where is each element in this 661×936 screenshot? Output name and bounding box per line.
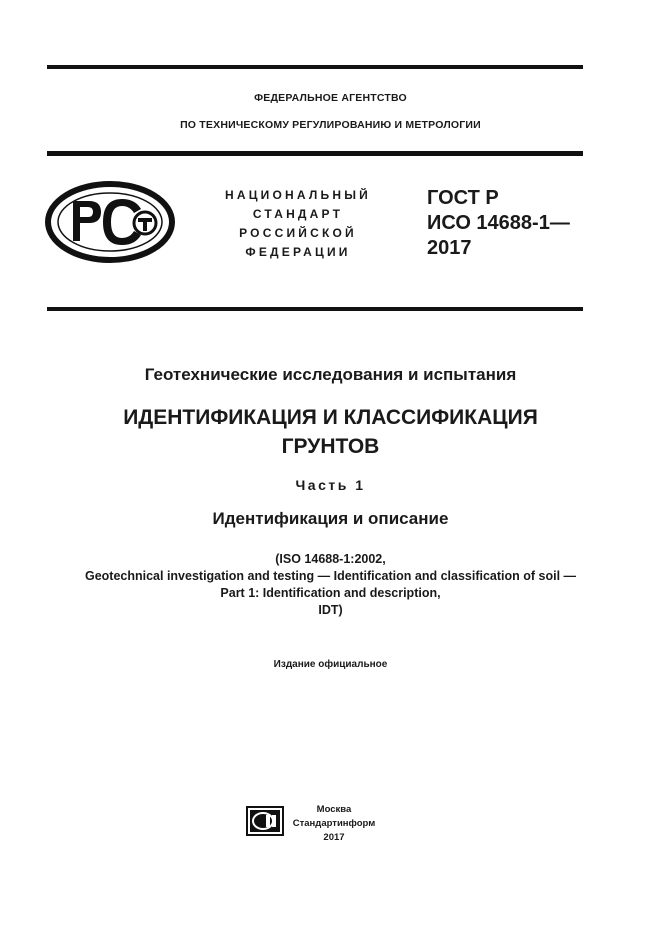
iso-reference bbox=[0, 551, 661, 619]
designation-line: 2017 bbox=[427, 237, 472, 259]
publisher-line: Москва bbox=[316, 804, 352, 815]
national-line: РОССИЙСКОЙ bbox=[239, 226, 357, 240]
edition-label: Издание официальное bbox=[273, 659, 388, 670]
national-line: ФЕДЕРАЦИИ bbox=[245, 245, 351, 259]
national-line: НАЦИОНАЛЬНЫЙ bbox=[224, 188, 372, 202]
subtitle: Идентификация и описание bbox=[212, 509, 449, 528]
main-title-line: ИДЕНТИФИКАЦИЯ И КЛАССИФИКАЦИЯ bbox=[123, 406, 538, 429]
iso-reference-line: Geotechnical investigation and testing — Identification and classification of soil — bbox=[84, 569, 577, 583]
top-rule bbox=[47, 65, 583, 69]
standard-designation bbox=[427, 186, 570, 261]
publisher-line: 2017 bbox=[323, 832, 345, 843]
agency-rule bbox=[47, 151, 583, 156]
agency-line-2: ПО ТЕХНИЧЕСКОМУ РЕГУЛИРОВАНИЮ И МЕТРОЛОГИИ bbox=[180, 119, 481, 131]
designation-line: ГОСТ Р bbox=[427, 187, 499, 209]
part-label: Часть 1 bbox=[295, 477, 366, 493]
publisher-line: Стандартинформ bbox=[292, 818, 376, 829]
national-line: СТАНДАРТ bbox=[252, 207, 344, 221]
main-title-line: ГРУНТОВ bbox=[281, 435, 380, 458]
national-standard-label bbox=[208, 186, 388, 262]
publisher-info bbox=[292, 803, 376, 845]
iso-reference-line: (ISO 14688-1:2002, bbox=[275, 552, 386, 566]
series-title: Геотехнические исследования и испытания bbox=[144, 365, 517, 384]
gost-emblem-icon bbox=[45, 181, 175, 263]
designation-line: ИСО 14688-1— bbox=[427, 212, 570, 234]
standard-block-rule bbox=[47, 307, 583, 311]
publisher-logo-icon bbox=[246, 806, 284, 836]
iso-reference-line: IDT) bbox=[318, 603, 343, 617]
main-title bbox=[0, 403, 661, 461]
agency-line-1: ФЕДЕРАЛЬНОЕ АГЕНТСТВО bbox=[254, 92, 407, 104]
iso-reference-line: Part 1: Identification and description, bbox=[220, 586, 441, 600]
